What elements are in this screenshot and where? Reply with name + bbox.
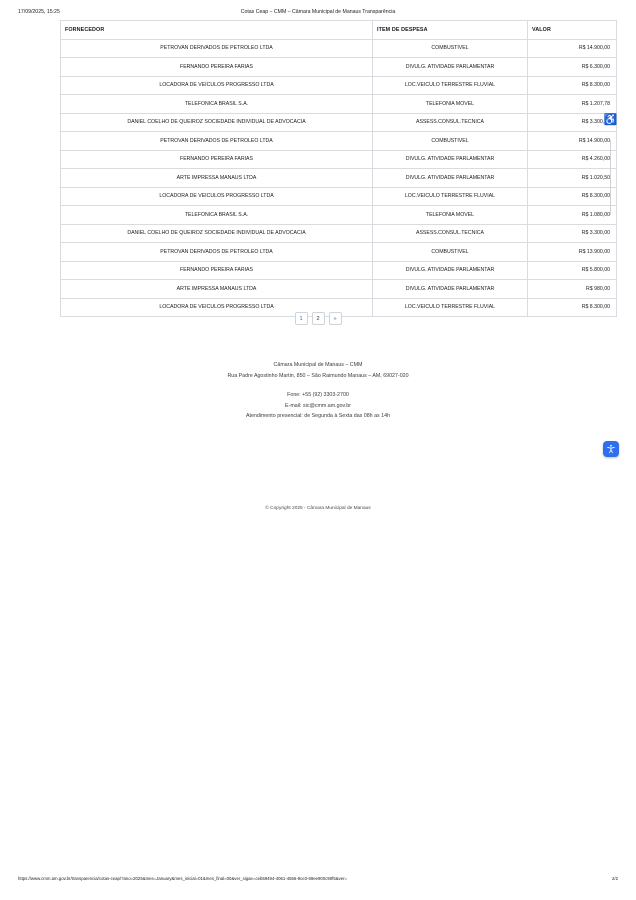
cell-fornecedor: ARTE IMPRESSA MANAUS LTDA (61, 280, 373, 299)
cell-item-despesa: LOC.VEICULO TERRESTRE FLUVIAL (373, 76, 528, 95)
cell-fornecedor: FERNANDO PEREIRA FARIAS (61, 261, 373, 280)
cell-fornecedor: PETROVAN DERIVADOS DE PETROLEO LTDA (61, 39, 373, 58)
table-row (61, 169, 617, 188)
cell-valor: R$ 980,00 (528, 280, 617, 299)
copyright-text: © Copyright 2025 - Câmara Municipal de Manaus (265, 506, 371, 511)
print-footer (0, 876, 636, 886)
cell-valor: R$ 8.300,00 (528, 76, 617, 95)
accessibility-widget-button[interactable] (603, 441, 619, 457)
column-header-item-despesa: ITEM DE DESPESA (373, 21, 528, 40)
table-row (61, 224, 617, 243)
cell-item-despesa: COMBUSTIVEL (373, 243, 528, 262)
cell-fornecedor: TELEFONICA BRASIL S.A. (61, 206, 373, 225)
table-row (61, 95, 617, 114)
cell-item-despesa: LOC.VEICULO TERRESTRE FLUVIAL (373, 187, 528, 206)
cell-fornecedor: DANIEL COELHO DE QUEIROZ SOCIEDADE INDIVIDUAL DE ADVOCACIA (61, 224, 373, 243)
print-header-datetime: 17/09/2025, 15:25 (18, 9, 60, 15)
cell-item-despesa: DIVULG. ATIVIDADE PARLAMENTAR (373, 261, 528, 280)
cell-valor: R$ 3.300,00 (528, 113, 617, 132)
print-footer-url: https://www.cmm.am.gov.br/transparencia/cotas-ceap/?ano=2025&mes=January&mes_inicial=01&mes_final=00&ver_sigae=ceb59494-4061-4566-9ce3-69ee900c90f5&ver= (18, 876, 348, 881)
table-body (61, 39, 617, 317)
print-footer-page: 2/2 (612, 876, 618, 881)
cell-fornecedor: ARTE IMPRESSA MANAUS LTDA (61, 169, 373, 188)
cell-fornecedor: FERNANDO PEREIRA FARIAS (61, 150, 373, 169)
cell-valor: R$ 3.300,00 (528, 224, 617, 243)
table-row (61, 76, 617, 95)
cell-valor: R$ 8.300,00 (528, 187, 617, 206)
footer-org-name: Câmara Municipal de Manaus – CMM (273, 362, 363, 368)
table-header-row (61, 21, 617, 40)
table-row (61, 243, 617, 262)
cell-item-despesa: LOC.VEICULO TERRESTRE FLUVIAL (373, 298, 528, 317)
cell-valor: R$ 5.800,00 (528, 261, 617, 280)
scrollbar-track[interactable] (610, 140, 611, 215)
cell-item-despesa: DIVULG. ATIVIDADE PARLAMENTAR (373, 280, 528, 299)
cell-valor: R$ 8.300,00 (528, 298, 617, 317)
cell-valor: R$ 1.207,78 (528, 95, 617, 114)
table-row (61, 261, 617, 280)
footer-spacer (0, 381, 636, 390)
cell-fornecedor: LOCADORA DE VEICULOS PROGRESSO LTDA (61, 76, 373, 95)
table-row (61, 150, 617, 169)
cell-item-despesa: DIVULG. ATIVIDADE PARLAMENTAR (373, 58, 528, 77)
print-header (0, 9, 636, 19)
cell-item-despesa: TELEFONIA MOVEL (373, 95, 528, 114)
footer-hours: Atendimento presencial: de Segunda à Sexta das 08h as 14h (245, 413, 390, 419)
cell-valor: R$ 14.900,00 (528, 132, 617, 151)
cell-fornecedor: DANIEL COELHO DE QUEIROZ SOCIEDADE INDIVIDUAL DE ADVOCACIA (61, 113, 373, 132)
cell-valor: R$ 4.260,00 (528, 150, 617, 169)
cell-item-despesa: DIVULG. ATIVIDADE PARLAMENTAR (373, 150, 528, 169)
pagination-page-1[interactable]: 1 (295, 312, 308, 325)
expenses-table-container (60, 20, 610, 317)
cell-item-despesa: TELEFONIA MOVEL (373, 206, 528, 225)
table-row (61, 280, 617, 299)
table-header (61, 21, 617, 40)
cell-item-despesa: ASSESS.CONSUL.TECNICA (373, 224, 528, 243)
table-row (61, 58, 617, 77)
pagination-next[interactable]: » (329, 312, 342, 325)
cell-item-despesa: DIVULG. ATIVIDADE PARLAMENTAR (373, 169, 528, 188)
pagination-page-2[interactable]: 2 (312, 312, 325, 325)
footer-address (0, 360, 636, 422)
cell-fornecedor: TELEFONICA BRASIL S.A. (61, 95, 373, 114)
table-row (61, 132, 617, 151)
pagination[interactable] (0, 312, 636, 325)
column-header-valor: VALOR (528, 21, 617, 40)
cell-item-despesa: COMBUSTIVEL (373, 132, 528, 151)
cell-valor: R$ 6.300,00 (528, 58, 617, 77)
cell-fornecedor: PETROVAN DERIVADOS DE PETROLEO LTDA (61, 132, 373, 151)
cell-valor: R$ 13.900,00 (528, 243, 617, 262)
accessibility-icon[interactable]: ♿ (603, 114, 618, 126)
print-header-title: Cotas Ceap – CMM – Câmara Municipal de Manaus Transparência (240, 9, 396, 15)
cell-valor: R$ 1.080,00 (528, 206, 617, 225)
cell-valor: R$ 1.020,50 (528, 169, 617, 188)
cell-fornecedor: LOCADORA DE VEICULOS PROGRESSO LTDA (61, 298, 373, 317)
cell-item-despesa: ASSESS.CONSUL.TECNICA (373, 113, 528, 132)
table-row (61, 187, 617, 206)
footer-street: Rua Padre Agostinho Martin, 850 – São Raimundo Manaus – AM, 69027-020 (227, 372, 409, 379)
cell-fornecedor: FERNANDO PEREIRA FARIAS (61, 58, 373, 77)
cell-fornecedor: PETROVAN DERIVADOS DE PETROLEO LTDA (61, 243, 373, 262)
column-header-fornecedor: FORNECEDOR (61, 21, 373, 40)
table-row (61, 39, 617, 58)
accessibility-widget-icon (606, 444, 616, 454)
cell-fornecedor: LOCADORA DE VEICULOS PROGRESSO LTDA (61, 187, 373, 206)
table-row (61, 206, 617, 225)
footer-phone: Fone: +55 (92) 3303-2700 (287, 392, 349, 398)
footer-email: E-mail: sic@cmm.am.gov.br (285, 402, 351, 409)
table-row (61, 113, 617, 132)
cell-item-despesa: COMBUSTIVEL (373, 39, 528, 58)
cell-valor: R$ 14.900,00 (528, 39, 617, 58)
expenses-table (60, 20, 617, 317)
